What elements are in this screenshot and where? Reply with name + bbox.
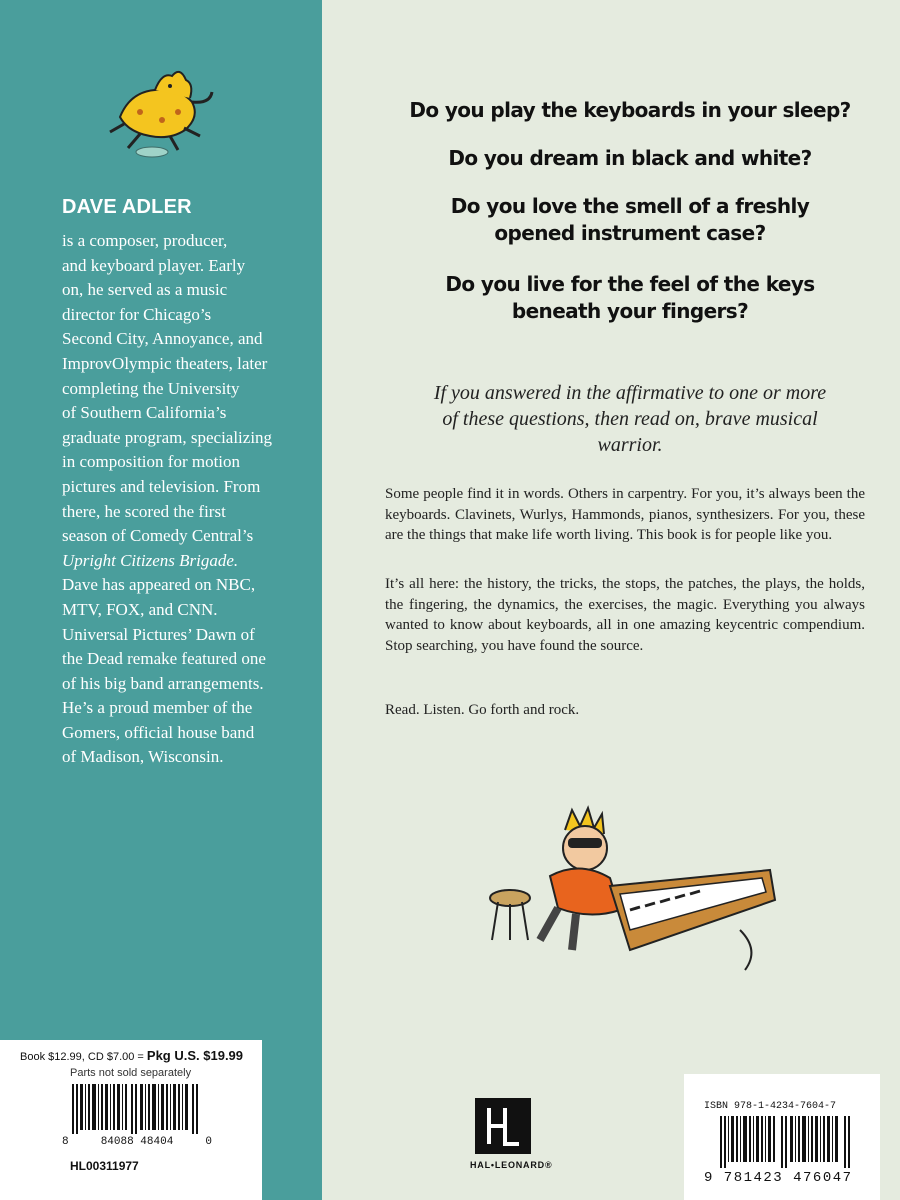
upc-right-digit: 0 [205, 1136, 212, 1148]
author-name: DAVE ADLER [62, 196, 192, 218]
bio-line: the Dead remake featured one [62, 649, 266, 669]
product-code: HL00311977 [70, 1159, 139, 1173]
question: Do you love the smell of a freshly opened instrument case? [450, 194, 810, 245]
bio-line: Gomers, official house band [62, 722, 255, 742]
upc-digits [62, 1136, 212, 1148]
publisher-name: HAL•LEONARD® [470, 1160, 553, 1170]
intro-text: If you answered in the affirmative to one or more of these questions, then read on, brave musical warrior. [433, 382, 827, 456]
author-bio [62, 229, 292, 770]
bio-line: of his big band arrangements. [62, 673, 264, 693]
question: Do you live for the feel of the keys beneath your fingers? [445, 272, 815, 323]
upc-left-digit: 8 [62, 1136, 69, 1148]
bio-line: MTV, FOX, and CNN. [62, 599, 218, 619]
body-paragraph: Read. Listen. Go forth and rock. [385, 702, 580, 718]
upc-middle-digits: 84088 48404 [100, 1136, 174, 1148]
bio-line: graduate program, specializing [62, 427, 273, 447]
bio-line: is a composer, producer, [62, 231, 228, 250]
bio-line: Second City, Annoyance, and [62, 329, 263, 349]
bio-line: there, he scored the first [62, 501, 226, 521]
bio-line: director for Chicago’s [62, 304, 212, 324]
bio-line: and keyboard player. Early [62, 255, 246, 275]
price-line [20, 1048, 243, 1063]
price-components: Book $12.99, CD $7.00 = [20, 1051, 144, 1063]
author-sidebar [0, 0, 322, 1200]
keyboard-player-illustration [480, 790, 780, 980]
isbn-barcode [720, 1116, 850, 1168]
body-paragraph: Some people find it in words. Others in carpentry. For you, it’s always been the keyboards. Clavinets, Wurlys, Hammonds, pianos, synthesizers. For you, these are the things that make life worth living. This book is for people like you. [385, 486, 865, 544]
question: Do you play the keyboards in your sleep? [409, 98, 851, 122]
publisher-logo [470, 1098, 580, 1178]
isbn-digits: 9 781423 476047 [704, 1170, 853, 1186]
bio-line: of Southern California’s [62, 403, 227, 423]
question: Do you dream in black and white? [448, 146, 812, 170]
price-panel [0, 1040, 262, 1200]
bio-line: on, he served as a music [62, 280, 228, 300]
bio-line: of Madison, Wisconsin. [62, 747, 224, 767]
package-price: Pkg U.S. $19.99 [146, 1048, 244, 1063]
cat-illustration [100, 62, 220, 162]
isbn-label: ISBN 978-1-4234-7604-7 [704, 1101, 837, 1112]
body-paragraph: It’s all here: the history, the tricks, the stops, the patches, the plays, the holds, the fingering, the dynamics, the exercises, the magic. Everything you always wanted to know about keyboards, all in one amazing keycentric compendium. Stop searching, you have found the source. [385, 576, 865, 655]
bio-line: completing the University [62, 378, 240, 398]
bio-line: Upright Citizens Brigade. [62, 550, 239, 570]
upc-barcode [72, 1084, 198, 1134]
bio-line: Universal Pictures’ Dawn of [62, 624, 255, 644]
bio-line: ImprovOlympic theaters, later [62, 353, 268, 373]
isbn-panel [684, 1074, 880, 1200]
bio-line: He’s a proud member of the [62, 698, 253, 718]
publisher-mark [475, 1098, 531, 1154]
bio-line: Dave has appeared on NBC, [62, 575, 256, 595]
bio-line: pictures and television. From [62, 476, 261, 496]
parts-note: Parts not sold separately [70, 1067, 192, 1079]
bio-line: in composition for motion [62, 452, 241, 472]
bio-line: season of Comedy Central’s [62, 526, 254, 546]
